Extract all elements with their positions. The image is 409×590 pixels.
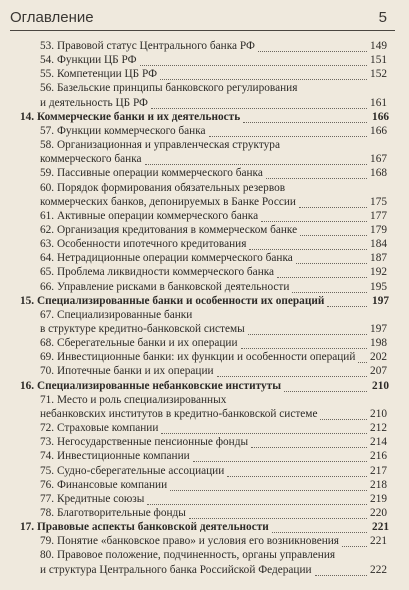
page-title: Оглавление (10, 9, 94, 26)
toc-entry-text: 17. Правовые аспекты банковской деятельности (20, 521, 269, 534)
toc-entry-page: 167 (370, 153, 387, 166)
toc-entry-page: 216 (370, 450, 387, 463)
toc-entry-text: 16. Специализированные небанковские институты (20, 379, 282, 392)
toc-entry-text: коммерческого банка (40, 153, 142, 166)
toc-entry-text: 53. Правовой статус Центрального банка РФ (40, 40, 255, 52)
toc-entry-text: коммерческих банков, депонируемых в Банке России (40, 195, 296, 208)
toc-entry-text: 78. Благотворительные фонды (40, 506, 186, 519)
toc-entry-text: 62. Организация кредитования в коммерческом банке (40, 223, 298, 236)
toc-entry-text: 14. Коммерческие банки и их деятельность (20, 110, 241, 123)
page-number: 5 (378, 9, 387, 26)
toc-entry-text: 73. Негосударственные пенсионные фонды (40, 436, 249, 449)
toc-entry-text: 80. Правовое положение, подчиненность, органы управления (40, 549, 336, 562)
toc-entry-page: 210 (372, 379, 389, 392)
toc-entry-text: 72. Страховые компании (40, 422, 159, 435)
toc-entry-text: 55. Компетенции ЦБ РФ (40, 68, 158, 81)
toc-entry-page: 214 (370, 436, 387, 449)
toc-entry-page: 161 (370, 96, 387, 109)
toc-entry-text: 56. Базельские принципы банковского регулирования (40, 82, 298, 95)
toc-entry-text: 69. Инвестиционные банки: их функции и особенности операций (40, 351, 356, 364)
toc-entry-text: 64. Нетрадиционные операции коммерческого банка (40, 252, 293, 265)
toc-entry-page: 222 (370, 563, 387, 576)
toc-entry-page: 221 (370, 535, 387, 548)
toc-entry-page: 217 (370, 464, 387, 477)
toc-entry-text: 54. Функции ЦБ РФ (40, 54, 137, 67)
toc-entry-page: 166 (372, 110, 389, 123)
toc-entry-page: 197 (372, 294, 389, 307)
toc-entry (0, 562, 409, 579)
toc-entry-page: 187 (370, 252, 387, 265)
toc-entry-text: 70. Ипотечные банки и их операции (40, 365, 214, 378)
toc-entry-text: в структуре кредитно-банковской системы (40, 323, 245, 335)
toc-entry-page: 149 (370, 40, 387, 52)
toc-entry-page: 212 (370, 422, 387, 435)
toc-entry-page: 152 (370, 68, 387, 81)
toc-entry-text: 67. Специализированные банки (40, 308, 193, 321)
toc-entry-page: 151 (370, 54, 387, 67)
toc-entry-text: 79. Понятие «банковское право» и условия его возникновения (40, 535, 340, 548)
toc-entry-page: 220 (370, 506, 387, 519)
toc-entry-text: 61. Активные операции коммерческого банка (40, 209, 259, 222)
toc-entry-text: и деятельность ЦБ РФ (40, 96, 148, 109)
toc-entry-text: 65. Проблема ликвидности коммерческого банка (40, 266, 275, 279)
toc-entry-text: 74. Инвестиционные компании (40, 450, 190, 463)
toc-entry-page: 175 (370, 195, 387, 208)
toc-entry-page: 177 (370, 209, 387, 222)
toc-entry-text: 60. Порядок формирования обязательных резервов (40, 181, 286, 194)
toc-entry-text: небанковских институтов в кредитно-банковской системе (40, 407, 318, 420)
toc-entry-page: 168 (370, 167, 387, 180)
toc-entry-text: 66. Управление рисками в банковской деятельности (40, 280, 290, 293)
dot-leader (315, 575, 367, 576)
toc-entry-text: 57. Функции коммерческого банка (40, 124, 206, 137)
toc-entry-page: 192 (370, 266, 387, 279)
toc-entry-page: 207 (370, 365, 387, 378)
toc-entry-text: 76. Финансовые компании (40, 478, 168, 491)
toc-entry-page: 202 (370, 351, 387, 364)
toc-entry-text: 77. Кредитные союзы (40, 492, 145, 505)
toc-entry-text: 71. Место и роль специализированных (40, 393, 227, 406)
toc-entry-page: 179 (370, 223, 387, 236)
toc-entry-page: 210 (370, 407, 387, 420)
toc-entry-text: 63. Особенности ипотечного кредитования (40, 238, 247, 251)
toc-entry-page: 219 (370, 492, 387, 505)
toc-entry-page: 218 (370, 478, 387, 491)
toc-entry-text: 15. Специализированные банки и особенности их операций (20, 294, 325, 307)
toc-entry-text: 75. Судно-сберегательные ассоциации (40, 464, 225, 477)
toc-entry-text: 58. Организационная и управленческая структура (40, 139, 280, 152)
toc-entry-page: 198 (370, 337, 387, 350)
toc-entry-page: 166 (370, 124, 387, 137)
toc-entry-text: и структура Центрального банка Российской Федерации (40, 563, 312, 576)
toc-entry-page: 221 (372, 521, 389, 534)
toc-entry-page: 197 (370, 323, 387, 335)
toc-entry-page: 184 (370, 238, 387, 251)
toc-entry-text: 59. Пассивные операции коммерческого банка (40, 167, 263, 180)
page-header (10, 6, 395, 31)
toc-entry-text: 68. Сберегательные банки и их операции (40, 337, 238, 350)
toc-entry-page: 195 (370, 280, 387, 293)
